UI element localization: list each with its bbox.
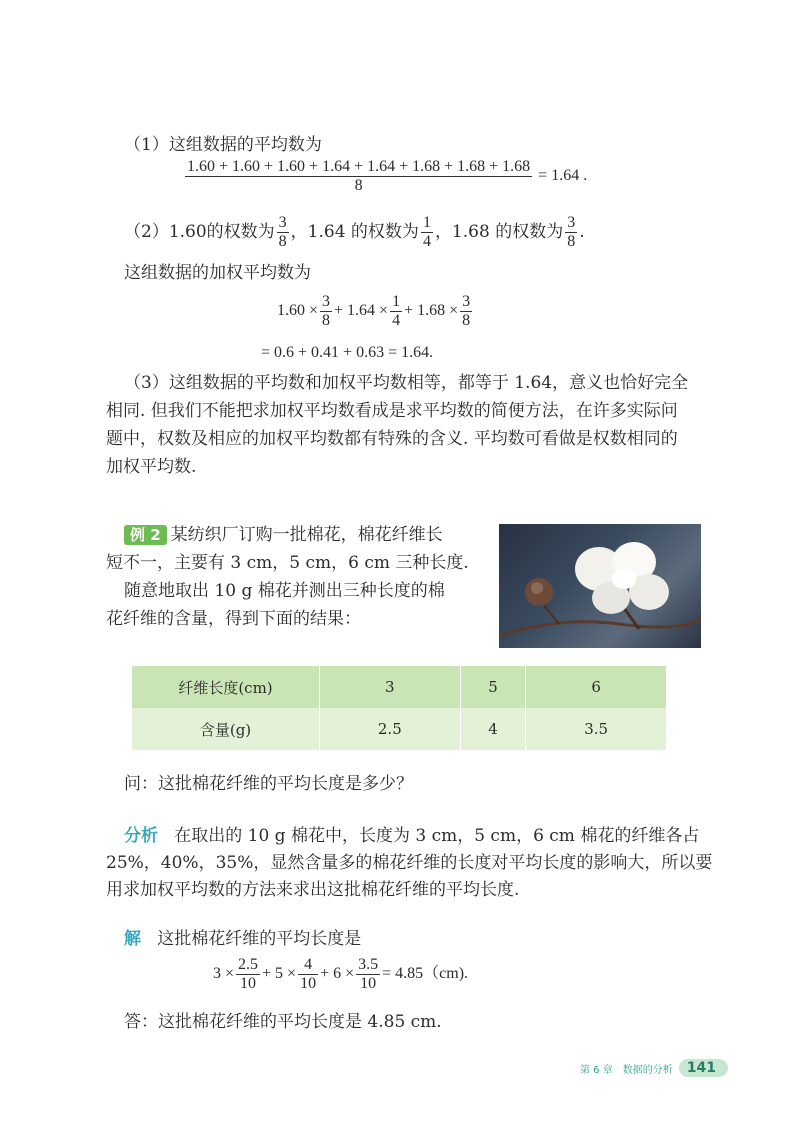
- solution-label: 解: [124, 929, 141, 949]
- part3-line-3: 题中，权数及相应的加权平均数都有特殊的含义. 平均数可看做是权数相同的: [106, 429, 678, 449]
- part3-line-4: 加权平均数.: [106, 457, 197, 477]
- weight-text-end: .: [579, 222, 585, 242]
- chapter-label: 第 6 章 数据的分析: [580, 1064, 673, 1076]
- table-cell: 6: [526, 666, 667, 708]
- cotton-photo: [499, 524, 701, 648]
- sol-t2: + 5 ×: [262, 965, 297, 983]
- page-number: 141: [679, 1059, 728, 1077]
- solution-formula: [213, 956, 468, 993]
- example-line-2: 短不一，主要有 3 cm，5 cm，6 cm 三种长度.: [106, 553, 469, 573]
- sol-f1-den: 10: [240, 975, 257, 992]
- sol-t3: + 6 ×: [320, 965, 355, 983]
- table-cell: 3.5: [526, 708, 667, 750]
- table-cell: 2.5: [320, 708, 461, 750]
- mean-numerator: 1.60 + 1.60 + 1.60 + 1.64 + 1.64 + 1.68 + 1.68 + 1.68: [187, 158, 531, 175]
- table-header-content: 含量(g): [132, 708, 320, 750]
- expr-b: + 1.64 ×: [334, 302, 389, 320]
- expr-a: 1.60 ×: [277, 302, 319, 320]
- analysis-text-1: 在取出的 10 g 棉花中，长度为 3 cm，5 cm，6 cm 棉花的纤维各占: [174, 826, 700, 846]
- part3-line-1: （3）这组数据的平均数和加权平均数相等，都等于 1.64，意义也恰好完全: [124, 373, 689, 393]
- sol-f3-den: 10: [360, 975, 377, 992]
- mean-denominator: 8: [354, 177, 363, 194]
- expr-f3-den: 8: [462, 312, 471, 329]
- fiber-table: [132, 666, 667, 750]
- weighted-result: = 0.6 + 0.41 + 0.63 = 1.64.: [261, 344, 434, 361]
- table-cell: 5: [460, 666, 526, 708]
- mean-formula: [183, 158, 587, 195]
- analysis-line-2: 25%，40%，35%，显然含量多的棉花纤维的长度对平均长度的影响大，所以要: [106, 853, 713, 873]
- example-line-1: [124, 524, 443, 546]
- table-header-length: 纤维长度(cm): [132, 666, 320, 708]
- sol-t4: = 4.85（cm).: [382, 965, 469, 983]
- example-line-4: 花纤维的含量，得到下面的结果：: [106, 609, 361, 629]
- expr-f1-den: 8: [322, 312, 331, 329]
- weight-text-1: （2）1.60的权数为: [124, 222, 275, 242]
- expr-f1-num: 3: [322, 293, 331, 310]
- analysis-label: 分析: [124, 826, 158, 846]
- w1-num: 3: [278, 214, 287, 231]
- solution-text: 这批棉花纤维的平均长度是: [157, 929, 362, 949]
- sol-t1: 3 ×: [213, 965, 235, 983]
- w3-num: 3: [567, 214, 576, 231]
- expr-f2-num: 1: [392, 293, 401, 310]
- cotton-illustration: [499, 524, 701, 648]
- table-row: [132, 666, 667, 708]
- weight-text-3: ，1.68 的权数为: [434, 222, 564, 242]
- example-badge: 例 2: [124, 525, 167, 545]
- w2-num: 1: [422, 214, 431, 231]
- solution-line: [124, 928, 361, 950]
- expr-c: + 1.68 ×: [404, 302, 459, 320]
- table-cell: 3: [320, 666, 461, 708]
- page-footer: [580, 1056, 728, 1080]
- part3-line-2: 相同. 但我们不能把求加权平均数看成是求平均数的简便方法，在许多实际问: [106, 401, 678, 421]
- w2-den: 4: [422, 233, 431, 250]
- mean-result: = 1.64 .: [538, 167, 588, 185]
- analysis-line-1: [124, 825, 699, 847]
- table-cell: 4: [460, 708, 526, 750]
- weighted-formula: [277, 293, 474, 330]
- example-text-1: 某纺织厂订购一批棉花，棉花纤维长: [170, 525, 443, 545]
- part2-weights: [124, 214, 585, 251]
- w1-den: 8: [278, 233, 287, 250]
- table-row: [132, 708, 667, 750]
- expr-f3-num: 3: [462, 293, 471, 310]
- sol-f2-den: 10: [300, 975, 317, 992]
- w3-den: 8: [567, 233, 576, 250]
- weight-text-2: ，1.64 的权数为: [290, 222, 419, 242]
- expr-f2-den: 4: [392, 312, 401, 329]
- sol-f1-num: 2.5: [238, 956, 259, 973]
- weighted-intro: 这组数据的加权平均数为: [124, 263, 311, 283]
- example-line-3: 随意地取出 10 g 棉花并测出三种长度的棉: [124, 581, 445, 601]
- answer: 答：这批棉花纤维的平均长度是 4.85 cm.: [124, 1012, 442, 1032]
- sol-f3-num: 3.5: [358, 956, 379, 973]
- question: 问：这批棉花纤维的平均长度是多少？: [124, 774, 413, 794]
- analysis-line-3: 用求加权平均数的方法来求出这批棉花纤维的平均长度.: [106, 880, 520, 900]
- sol-f2-num: 4: [298, 956, 318, 975]
- part1-intro: （1）这组数据的平均数为: [124, 135, 322, 155]
- mean-fraction: [185, 158, 532, 195]
